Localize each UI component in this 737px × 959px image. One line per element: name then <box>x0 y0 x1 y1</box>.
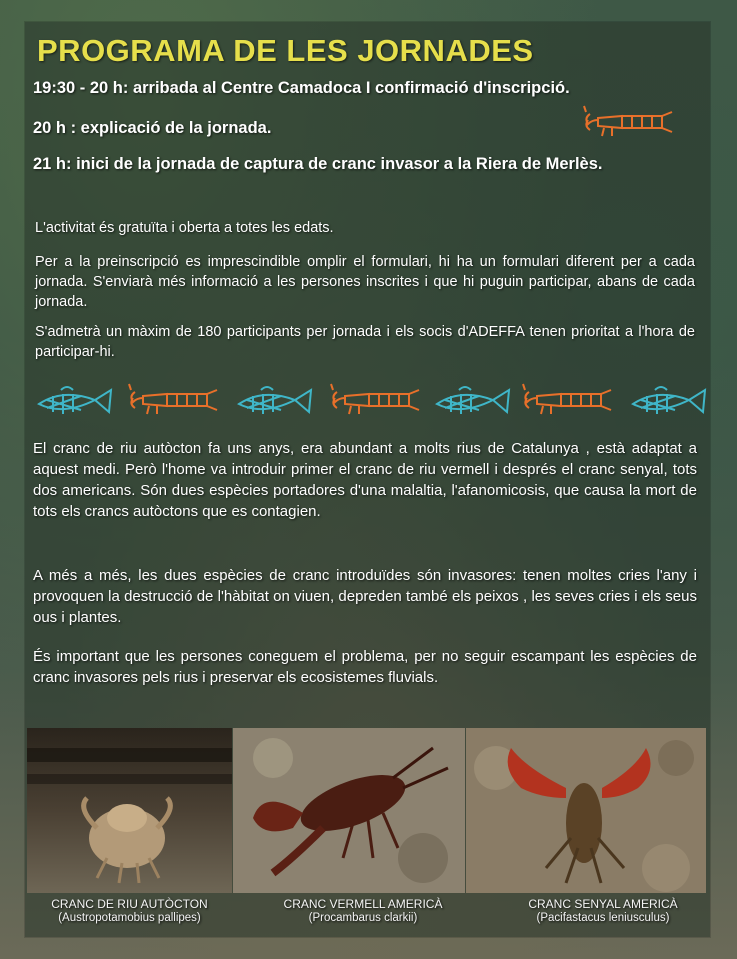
photo-native-crayfish <box>27 728 232 893</box>
body-paragraph-native-crayfish: El cranc de riu autòcton fa uns anys, era abundant a molts rius de Catalunya , està adaptat a aquest medi. Però l'home va introduir primer el cranc de riu vermell i després el cranc senyal, tots dos americans. Són dues espècies portadores d'una malaltia, l'afanomicosis, que causa la mort de tots els crancs autòctons que es contagien. <box>33 440 697 520</box>
info-free-activity: L'activitat és gratuïta i oberta a totes les edats. <box>35 220 334 236</box>
info-preregistration: Per a la preinscripció es imprescindible omplir el formulari, hi ha un formulari diferent per a cada jornada. S'enviarà més informació a les persones inscrites i que hi puguin participar, abans de cada jornada. <box>35 254 695 310</box>
body-paragraph-invasive-species: A més a més, les dues espècies de cranc introduïdes són invasores: tenen moltes cries l'any i provoquen la destrucció de l'hàbitat on viuen, depreden també els peixos , les seves cries i els seus ous i plantes. <box>33 567 697 626</box>
fish-icon <box>431 382 513 422</box>
fish-icon <box>33 382 115 422</box>
page-title: PROGRAMA DE LES JORNADES <box>37 33 534 68</box>
crayfish-icon <box>329 380 423 420</box>
caption-red-crayfish <box>250 897 476 925</box>
schedule-item-explanation: 20 h : explicació de la jornada. <box>33 119 272 137</box>
caption-scientific-name: (Pacifastacus leniusculus) <box>536 912 670 924</box>
photo-red-crayfish <box>233 728 465 893</box>
decorative-icon-row <box>33 378 713 426</box>
caption-signal-crayfish <box>496 897 710 925</box>
caption-name: CRANC VERMELL AMERICÀ <box>283 897 443 911</box>
caption-native-crayfish <box>22 897 237 925</box>
crayfish-icon <box>127 380 221 420</box>
caption-name: CRANC DE RIU AUTÒCTON <box>51 897 208 911</box>
photo-signal-crayfish <box>466 728 706 893</box>
caption-name: CRANC SENYAL AMERICÀ <box>528 897 678 911</box>
schedule-item-start: 21 h: inici de la jornada de captura de cranc invasor a la Riera de Merlès. <box>33 155 603 173</box>
crayfish-icon <box>521 380 615 420</box>
fish-icon <box>233 382 315 422</box>
crayfish-icon <box>582 104 676 140</box>
schedule-item-arrival: 19:30 - 20 h: arribada al Centre Camadoca I confirmació d'inscripció. <box>33 79 570 97</box>
fish-icon <box>627 382 709 422</box>
body-paragraph-awareness: És important que les persones coneguem el problema, per no seguir escampant les espècies de cranc invasores pels rius i preservar els ecosistemes fluvials. <box>33 648 697 686</box>
caption-scientific-name: (Austropotamobius pallipes) <box>58 912 201 924</box>
info-participants: S'admetrà un màxim de 180 participants per jornada i els socis d'ADEFFA tenen prioritat a l'hora de participar-hi. <box>35 324 695 360</box>
caption-scientific-name: (Procambarus clarkii) <box>308 912 418 924</box>
